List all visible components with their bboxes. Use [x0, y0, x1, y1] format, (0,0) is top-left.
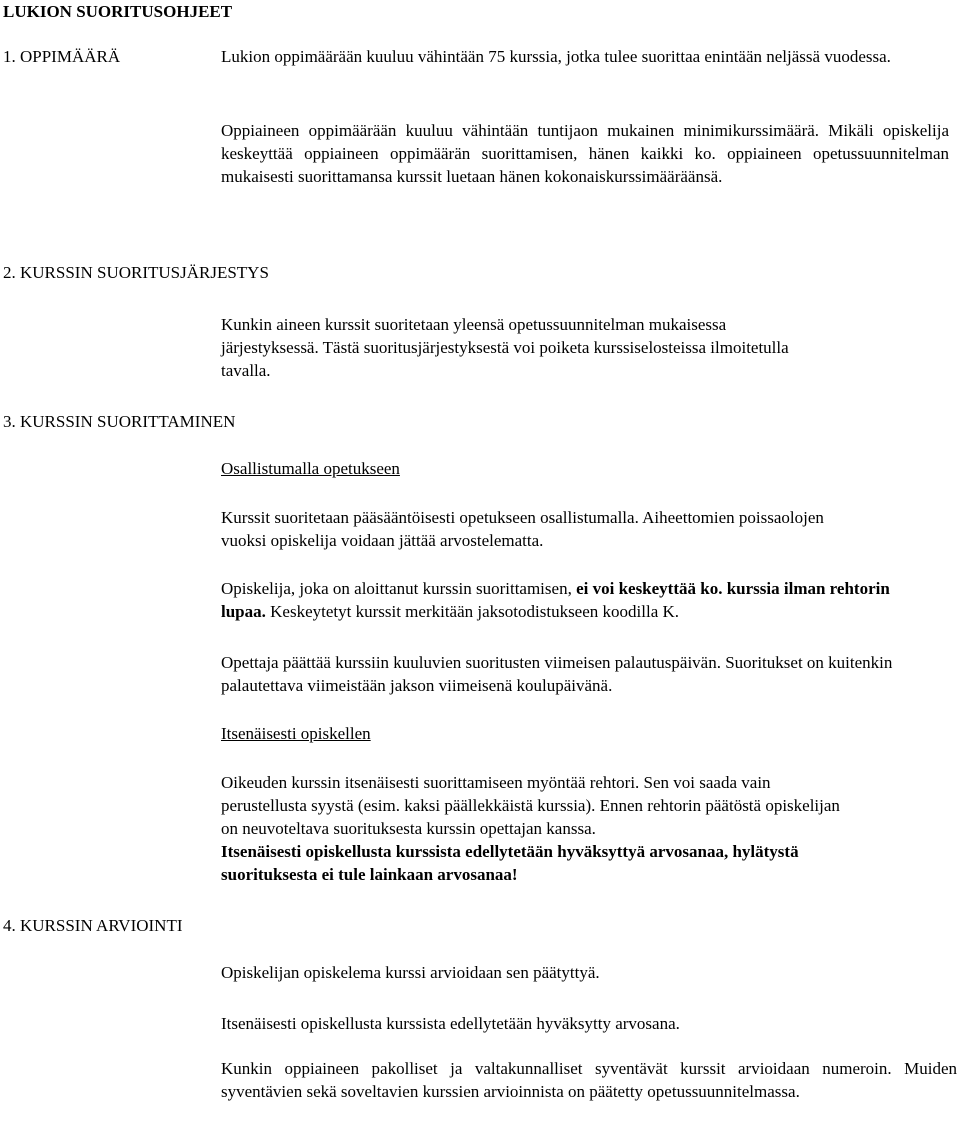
subheading: Itsenäisesti opiskellen: [221, 724, 371, 743]
subheading-independent: [221, 722, 953, 745]
text-span: Keskeytetyt kurssit merkitään jaksotodistukseen koodilla K.: [265, 602, 680, 621]
section-heading-suoritusjarjestys: 2. KURSSIN SUORITUSJÄRJESTYS: [3, 263, 269, 282]
text-span: Opiskelija, joka on aloittanut kurssin suorittamisen,: [221, 579, 577, 598]
participation-paragraph-2: [221, 577, 911, 623]
paragraph: Itsenäisesti opiskellusta kurssista edellytetään hyväksytty arvosana.: [221, 1014, 680, 1033]
bold-paragraph: [221, 840, 846, 886]
paragraph: Kurssit suoritetaan pääsääntöisesti opetukseen osallistumalla. Aiheettomien poissaolojen vuoksi opiskelija voidaan jättää arvostelematta.: [221, 508, 824, 550]
assessment-paragraph-3: [221, 1057, 957, 1103]
document-title: LUKION SUORITUSOHJEET: [3, 2, 233, 21]
paragraph: Opettaja päättää kurssiin kuuluvien suoritusten viimeisen palautuspäivän. Suoritukset on kuitenkin palautettava viimeistään jakson viimeisenä koulupäivänä.: [221, 653, 893, 695]
section-body-suoritusjarjestys: [221, 313, 821, 382]
independent-paragraph: [221, 771, 846, 886]
section-body-oppimaara: [221, 45, 953, 68]
bold-text: Itsenäisesti opiskellusta kurssista edellytetään hyväksyttyä arvosanaa, hylätystä suorituksesta ei tule lainkaan arvosanaa!: [221, 842, 799, 884]
section-heading-oppimaara: 1. OPPIMÄÄRÄ: [3, 47, 121, 66]
subheading: Osallistumalla opetukseen: [221, 459, 400, 478]
paragraph: Opiskelijan opiskelema kurssi arvioidaan sen päätyttyä.: [221, 963, 600, 982]
section-heading-suorittaminen: 3. KURSSIN SUORITTAMINEN: [3, 412, 236, 431]
subheading-participation: [221, 457, 953, 480]
participation-paragraph-1: [221, 506, 841, 552]
paragraph: Kunkin oppiaineen pakolliset ja valtakunnalliset syventävät kurssit arvioidaan numeroin. Muiden syventävien sekä soveltavien kurssien arvioinnista on päätetty opetussuunnitelmassa.: [221, 1059, 957, 1101]
assessment-paragraph-1: [221, 961, 953, 984]
section-body-oppimaara-2: [221, 119, 949, 188]
bold-text: ei voi keskeyttää ko. kurssia ilman rehtorin lupaa.: [221, 579, 890, 621]
paragraph: [221, 577, 911, 623]
participation-paragraph-3: [221, 651, 921, 697]
paragraph: Oikeuden kurssin itsenäisesti suorittamiseen myöntää rehtori. Sen voi saada vain perustellusta syystä (esim. kaksi päällekkäistä kurssia). Ennen rehtorin päätöstä opiskelijan on neuvoteltava suorituksesta kurssin opettajan kanssa.: [221, 773, 840, 838]
paragraph: Lukion oppimäärään kuuluu vähintään 75 kurssia, jotka tulee suorittaa enintään neljässä vuodessa.: [221, 47, 891, 66]
paragraph: Kunkin aineen kurssit suoritetaan yleensä opetussuunnitelman mukaisessa järjestyksessä. Tästä suoritusjärjestyksestä voi poiketa kurssiselosteissa ilmoitetulla tavalla.: [221, 315, 789, 380]
assessment-paragraph-2: [221, 1012, 953, 1035]
section-heading-arviointi: 4. KURSSIN ARVIOINTI: [3, 916, 183, 935]
paragraph: Oppiaineen oppimäärään kuuluu vähintään tuntijaon mukainen minimikurssimäärä. Mikäli opiskelija keskeyttää oppiaineen oppimäärän suorittamisen, hänen kaikki ko. oppiaineen opetussuunnitelman mukaisesti suorittamansa kurssit luetaan hänen kokonaiskurssimääräänsä.: [221, 121, 949, 186]
